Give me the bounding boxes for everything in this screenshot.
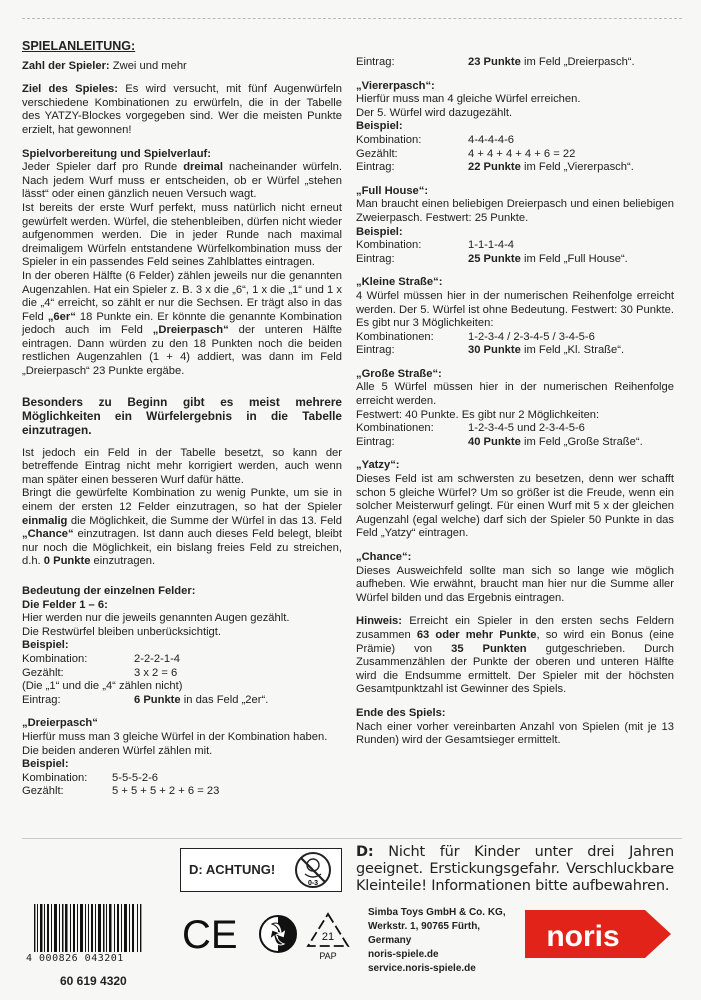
barcode-number: 4 000826 043201 (26, 952, 156, 966)
left-column (22, 40, 342, 799)
hint-paragraph: Hinweis: Erreicht ein Spieler in den ersten sechs Feldern zusammen 63 oder mehr Punkte, so wird ein Bonus (eine Prämie) von 35 Punkten gutgeschrieben. Durch Zusammenzählen der Punkte der oberen und unteren Hälfte wird die Endsumme ermittelt. Der Spieler mit der höchsten Gesamtpunktzahl ist Gewinner des Spiels. (356, 615, 675, 696)
vp-counted-row: Gezählt: 4 + 4 + 4 + 4 + 6 = 22 (356, 147, 576, 160)
dp-combination-row: Kombination: 5-5-5-2-6 (22, 771, 159, 784)
ex1-combination-row: Kombination: 2-2-2-1-4 (22, 652, 181, 665)
gs-combination-row: Kombinationen: 1-2-3-4-5 und 2-3-4-5-6 (356, 422, 585, 435)
recycle-number: 21 (321, 931, 335, 943)
dreierpasch-text-1: Hierfür muss man 3 gleiche Würfel in der Kombination haben. (22, 730, 328, 743)
example-label: Beispiel: (356, 120, 403, 133)
prep-paragraph-3: In der oberen Hälfte (6 Felder) zählen jeweils nur die genannten Augenzahlen. Hat ein Spieler z. B. 3 x die „6“, 1 x die „1“ und 1 x die „4“ erreicht, so zählt er nur die Sechsen. Er trägt also in das Feld „6er“ 18 Punkte ein. Er könnte die genannte Kombination jedoch auch im Feld „Dreierpasch“ der unteren Hälfte eintragen. Dann würden zu den 18 Punkten noch die beiden restlichen Augenzahlen (1 + 4) addiert, was dann im Feld „Dreierpasch“ 23 Punkte ergäbe. (22, 269, 343, 378)
age-badge-text: 0-3 (307, 880, 319, 887)
players-line: Zahl der Spieler: Zwei und mehr (22, 59, 187, 72)
fields-text-1: Hier werden nur die jeweils genannten Augen gezählt. (22, 612, 290, 625)
brand-text: noris (546, 920, 620, 953)
vp-combination-row: Kombination: 4-4-4-4-6 (356, 133, 515, 146)
few-points-paragraph: Bringt die gewürfelte Kombination zu wenig Punkte, um sie in einem der ersten 12 Felder einzutragen, so hat der Spieler einmalig die Möglichkeit, die Summe der Würfel in das 13. Feld „Chance“ einzutragen. Ist dann auch dieses Feld belegt, bleibt nur noch die Möglichkeit, ein bislang freies Feld zu streichen, d.h. 0 Punkte einzutragen. (22, 487, 343, 568)
viererpasch-text-1: Hierfür muss man 4 gleiche Würfel erreichen. (356, 93, 581, 106)
certification-logos (180, 902, 360, 962)
ks-combination-row: Kombinationen: 1-2-3-4 / 2-3-4-5 / 3-4-5-6 (356, 330, 595, 343)
grosse-strasse-text-2: Festwert: 40 Punkte. Es gibt nur 2 Möglichkeiten: (356, 408, 600, 421)
chance-text: Dieses Ausweichfeld sollte man sich so lange wie möglich aufheben. Wie erwähnt, braucht man hier nur die Summe aller Würfel bilden und das Ergebnis eintragen. (356, 564, 674, 604)
fields-text-2: Die Restwürfel bleiben unberücksichtigt. (22, 625, 221, 638)
chance-heading: „Chance“: (356, 551, 412, 563)
dreierpasch-text-2: Die beiden anderen Würfel zählen mit. (22, 744, 213, 757)
grosse-strasse-heading: „Große Straße“: (356, 367, 442, 380)
ex1-note: (Die „1“ und die „4“ zählen nicht) (22, 680, 183, 693)
warning-label: D: ACHTUNG! (189, 862, 276, 878)
gs-entry-row: Eintrag: 40 Punkte im Feld „Große Straße“. (356, 435, 643, 448)
noris-logo (525, 906, 675, 962)
ex1-entry-row: Eintrag: 6 Punkte in das Feld „2er“. (22, 693, 269, 706)
kleine-strasse-text: 4 Würfel müssen hier in der numerischen Reihenfolge erreicht werden. Der 5. Würfel ist ohne Bedeutung. Festwert: 30 Punkte. Es gibt nur 3 Möglichkeiten: (356, 289, 674, 330)
example-label: Beispiel: (356, 225, 403, 238)
vp-entry-row: Eintrag: 22 Punkte im Feld „Viererpasch“. (356, 161, 634, 174)
fields-heading: Bedeutung der einzelnen Felder: (22, 585, 196, 597)
prep-paragraph-1: Jeder Spieler darf pro Runde dreimal nacheinander würfeln. Nach jedem Wurf muss er entscheiden, ob er Würfel „stehen lässt“ oder einen gänzlich neuen Versuch wagt. (22, 161, 342, 201)
taken-paragraph: Ist jedoch ein Feld in der Tabelle besetzt, so kann der betreffende Eintrag nicht mehr korrigiert werden, auch wenn man später einen besseren Wurf dafür hätte. (22, 446, 342, 486)
article-number: 60 619 4320 (60, 974, 127, 988)
end-heading: Ende des Spiels: (356, 706, 446, 719)
top-dashed-rule (22, 18, 682, 19)
prep-heading: Spielvorbereitung und Spielverlauf: (22, 147, 211, 160)
right-column (356, 56, 674, 748)
ex1-counted-row: Gezählt: 3 x 2 = 6 (22, 666, 178, 679)
warning-box (180, 848, 342, 892)
example-label: Beispiel: (22, 758, 69, 771)
ks-entry-row: Eintrag: 30 Punkte im Feld „Kl. Straße“. (356, 344, 625, 357)
green-dot-icon (260, 916, 296, 952)
warning-text: D: Nicht für Kinder unter drei Jahren geeignet. Erstickungsgefahr. Verschluckbare Kleinteile! Informationen bitte aufbewahren. (356, 844, 674, 894)
fullhouse-text: Man braucht einen beliebigen Dreierpasch und einen beliebigen Zweierpasch. Festwert: 25 Punkte. (356, 198, 674, 224)
fields-subheading: Die Felder 1 – 6: (22, 598, 108, 611)
fh-combination-row: Kombination: 1-1-1-4-4 (356, 239, 515, 252)
recycle-label: PAP (319, 951, 337, 961)
yatzy-heading: „Yatzy“: (356, 459, 400, 472)
footer-divider (22, 838, 682, 839)
prep-paragraph-2: Ist bereits der erste Wurf perfekt, muss natürlich nicht erneut gewürfelt werden. Würfel, die stehenbleiben, dürfen nicht wieder aufgenommen werden. Die in jeder Runde nach maximal dreimaligem Würfeln entstandene Würfelkombination muss der Spieler in ein passendes Feld seines Zahlblattes eintragen. (22, 201, 342, 269)
fullhouse-heading: „Full House“: (356, 184, 429, 197)
dp-counted-row: Gezählt: 5 + 5 + 5 + 2 + 6 = 23 (22, 785, 220, 798)
recycle-pap-icon (308, 914, 348, 961)
end-text: Nach einer vorher vereinbarten Anzahl von Spielen (mit je 13 Runden) wird der Gesamtsieger ermittelt. (356, 720, 674, 747)
viererpasch-heading: „Viererpasch“: (356, 79, 435, 92)
dp-entry-row: Eintrag: 23 Punkte im Feld „Dreierpasch“. (356, 56, 635, 68)
age-warning-icon (293, 850, 333, 890)
company-address: Simba Toys GmbH & Co. KG, Werkstr. 1, 90765 Fürth, Germany noris-spiele.de service.noris-spiele.de (368, 907, 506, 974)
grosse-strasse-text: Alle 5 Würfel müssen hier in der numerischen Reihenfolge erreicht werden. (356, 381, 674, 408)
viererpasch-text-2: Der 5. Würfel wird dazugezählt. (356, 106, 513, 119)
page-title: SPIELANLEITUNG: (22, 39, 136, 53)
goal-paragraph: Ziel des Spieles: Es wird versucht, mit fünf Augenwürfeln verschiedene Kombinationen zu erwürfeln, die in der Tabelle des YATZY-Blockes vorgegeben sind. Wer die meisten Punkte erzielt, hat gewonnen! (22, 83, 343, 136)
ce-mark-icon: CE (182, 913, 238, 957)
yatzy-text: Dieses Feld ist am schwersten zu besetzen, denn wer schafft schon 5 gleiche Würfel? Um so größer ist die Freude, wenn ein solcher Meisterwurf gelingt. Für einen Wurf mit 5 x der gleichen Augenzahl (egal welche) darf sich der Spieler 50 Punkte in das Feld „Yatzy“ eintragen. (356, 473, 674, 540)
dreierpasch-heading: „Dreierpasch“ (22, 717, 98, 730)
example-label: Beispiel: (22, 639, 69, 652)
bold-note: Besonders zu Beginn gibt es meist mehrere Möglichkeiten ein Würfelergebnis in die Tabelle einzutragen. (22, 394, 342, 437)
fh-entry-row: Eintrag: 25 Punkte im Feld „Full House“. (356, 252, 628, 265)
kleine-strasse-heading: „Kleine Straße“: (356, 276, 443, 289)
